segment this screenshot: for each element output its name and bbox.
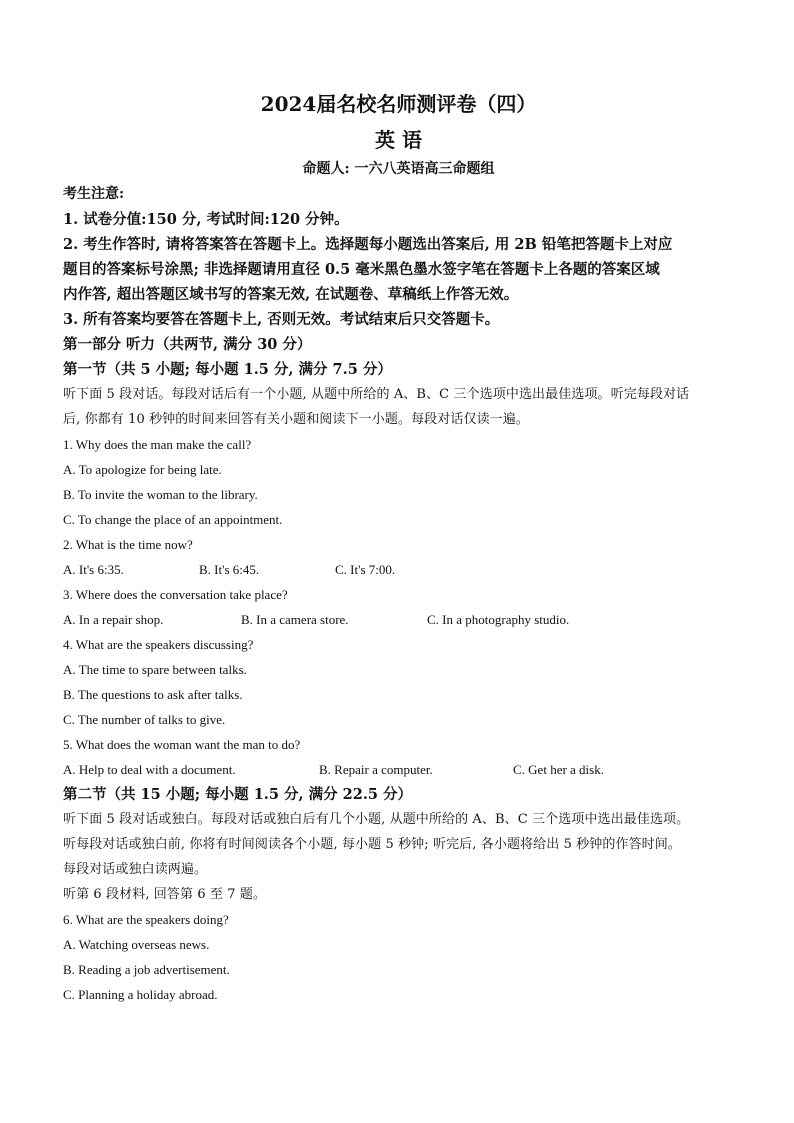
notice-heading: 考生注意: — [63, 186, 125, 202]
question-5-stem: 5. What does the woman want the man to do? — [63, 737, 301, 752]
exam-title: 2024届名校名师测评卷（四） — [260, 92, 537, 116]
question-3-option-b: B. In a camera store. — [241, 612, 349, 627]
question-2-options — [63, 557, 734, 582]
question-3-options — [63, 607, 734, 632]
question-1-option-c: C. To change the place of an appointment. — [63, 512, 283, 527]
section2-instruction: 听每段对话或独白前, 你将有时间阅读各个小题, 每小题 5 秒钟; 听完后, 各小题将给出 5 秒钟的作答时间。 — [63, 837, 681, 852]
part1-heading: 第一部分 听力（共两节, 满分 30 分） — [63, 336, 312, 353]
question-4-option-b: B. The questions to ask after talks. — [63, 687, 243, 702]
section1-instruction: 听下面 5 段对话。每段对话后有一个小题, 从题中所给的 A、B、C 三个选项中选出最佳选项。听完每段对话 — [63, 387, 690, 402]
question-6-option-c: C. Planning a holiday abroad. — [63, 987, 218, 1002]
question-6-option-a: A. Watching overseas news. — [63, 937, 210, 952]
exam-author: 命题人: 一六八英语高三命题组 — [302, 161, 495, 177]
question-5-options — [63, 757, 734, 782]
question-2-stem: 2. What is the time now? — [63, 537, 193, 552]
question-2-option-c: C. It's 7:00. — [335, 562, 396, 577]
question-3-option-c: C. In a photography studio. — [427, 612, 570, 627]
question-2-option-a: A. It's 6:35. — [63, 562, 124, 577]
question-6-option-b: B. Reading a job advertisement. — [63, 962, 230, 977]
question-4-option-a: A. The time to spare between talks. — [63, 662, 247, 677]
section2-instruction: 听下面 5 段对话或独白。每段对话或独白后有几个小题, 从题中所给的 A、B、C 三个选项中选出最佳选项。 — [63, 812, 690, 827]
question-2-option-b: B. It's 6:45. — [199, 562, 260, 577]
question-5-option-a: A. Help to deal with a document. — [63, 762, 236, 777]
notice-item: 内作答, 超出答题区域书写的答案无效, 在试题卷、草稿纸上作答无效。 — [63, 286, 519, 303]
notice-item: 3. 所有答案均要答在答题卡上, 否则无效。考试结束后只交答题卡。 — [63, 311, 500, 328]
question-1-option-b: B. To invite the woman to the library. — [63, 487, 258, 502]
question-4-stem: 4. What are the speakers discussing? — [63, 637, 254, 652]
notice-item: 1. 试卷分值:150 分, 考试时间:120 分钟。 — [63, 211, 349, 228]
exam-subject: 英 语 — [375, 128, 422, 152]
question-3-stem: 3. Where does the conversation take place? — [63, 587, 288, 602]
notice-item: 题目的答案标号涂黑; 非选择题请用直径 0.5 毫米黑色墨水签字笔在答题卡上各题的答案区域 — [63, 261, 660, 278]
notice-item: 2. 考生作答时, 请将答案答在答题卡上。选择题每小题选出答案后, 用 2B 铅笔把答题卡上对应 — [63, 236, 673, 253]
question-6-stem: 6. What are the speakers doing? — [63, 912, 229, 927]
section1-heading: 第一节（共 5 小题; 每小题 1.5 分, 满分 7.5 分） — [63, 361, 392, 378]
question-3-option-a: A. In a repair shop. — [63, 612, 164, 627]
section2-heading: 第二节（共 15 小题; 每小题 1.5 分, 满分 22.5 分） — [63, 786, 413, 803]
question-1-option-a: A. To apologize for being late. — [63, 462, 222, 477]
section2-instruction: 每段对话或独白读两遍。 — [63, 862, 208, 877]
question-4-option-c: C. The number of talks to give. — [63, 712, 226, 727]
question-1-stem: 1. Why does the man make the call? — [63, 437, 252, 452]
material-note: 听第 6 段材料, 回答第 6 至 7 题。 — [63, 887, 267, 902]
section1-instruction: 后, 你都有 10 秒钟的时间来回答有关小题和阅读下一小题。每段对话仅读一遍。 — [63, 412, 529, 427]
question-5-option-c: C. Get her a disk. — [513, 762, 604, 777]
question-5-option-b: B. Repair a computer. — [319, 762, 433, 777]
